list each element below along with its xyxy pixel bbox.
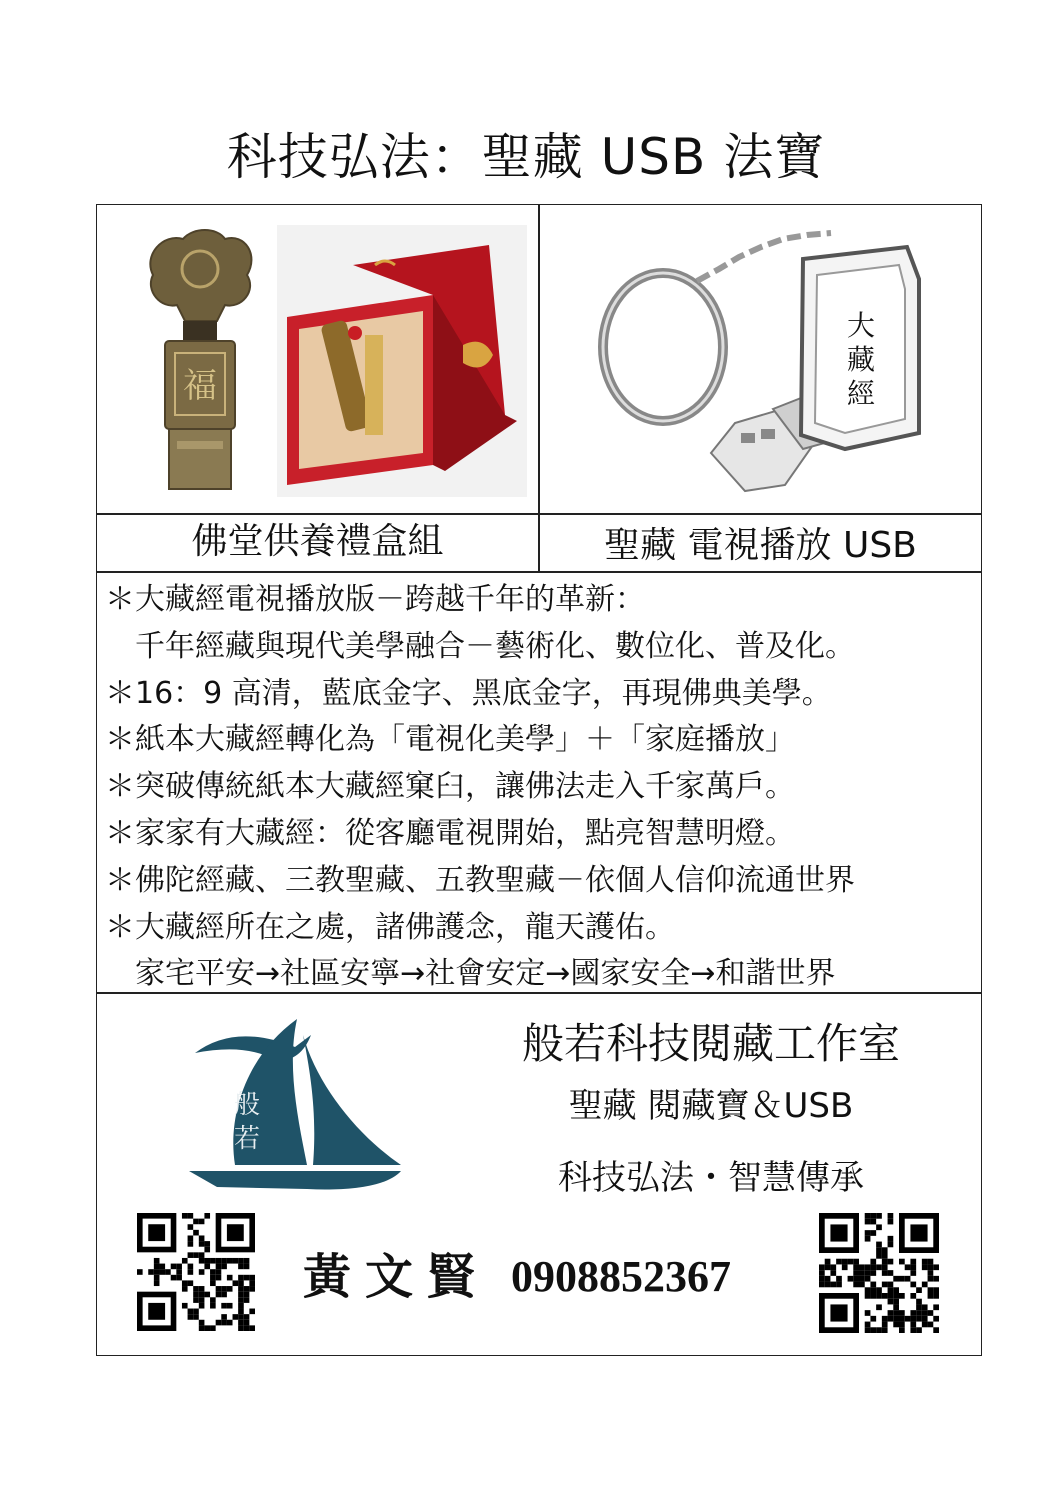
swivel-usb-icon xyxy=(711,247,919,491)
gift-box-product-image xyxy=(133,225,529,497)
feature-line: 千年經藏與現代美學融合－藝術化、數位化、普及化。 xyxy=(105,628,855,664)
feature-line: ＊家家有大藏經：從客廳電視開始，點亮智慧明燈。 xyxy=(105,815,795,851)
qr-code-left[interactable] xyxy=(137,1213,255,1331)
fu-character: 福 xyxy=(183,366,217,406)
feature-line: ＊16：9 高清，藍底金字、黑底金字，再現佛典美學。 xyxy=(105,675,832,711)
page-title: 科技弘法：聖藏 USB 法寶 xyxy=(226,128,826,186)
studio-name: 般若科技閱藏工作室 xyxy=(521,1019,900,1068)
silver-usb-product-image xyxy=(545,219,975,503)
usb-label-char-2: 藏 xyxy=(846,343,876,376)
slogan: 科技弘法・智慧傳承 xyxy=(558,1158,864,1198)
contact-phone[interactable]: 0908852367 xyxy=(511,1252,731,1301)
red-gift-box-icon xyxy=(277,225,527,497)
feature-line: ＊佛陀經藏、三教聖藏、五教聖藏－依個人信仰流通世界 xyxy=(105,862,855,898)
feature-line: ＊紙本大藏經轉化為「電視化美學」＋「家庭播放」 xyxy=(105,722,795,758)
bronze-usb-icon xyxy=(150,230,251,489)
feature-line: ＊大藏經電視播放版－跨越千年的革新： xyxy=(105,582,645,617)
flyer-table xyxy=(96,204,982,1356)
feature-line: 家宅平安→社區安寧→社會安定→國家安全→和諧世界 xyxy=(105,956,836,992)
hull-icon xyxy=(189,1171,401,1189)
product-line: 聖藏 閱藏寶＆USB xyxy=(568,1086,854,1126)
qr-code-right[interactable] xyxy=(819,1213,939,1333)
usb-label-char-1: 大 xyxy=(846,309,876,342)
logo-char-2: 若 xyxy=(233,1124,261,1154)
logo-char-1: 般 xyxy=(233,1090,261,1120)
usb-label-char-3: 經 xyxy=(846,377,876,410)
keyring-icon xyxy=(603,233,831,421)
contact-name: 黃文賢 xyxy=(303,1249,490,1305)
feature-line: ＊大藏經所在之處，諸佛護念，龍天護佑。 xyxy=(105,909,675,945)
gift-box-caption: 佛堂供養禮盒組 xyxy=(191,521,444,562)
feature-list xyxy=(105,577,975,998)
tv-usb-caption: 聖藏 電視播放 USB xyxy=(604,525,917,566)
sailboat-logo xyxy=(187,1015,407,1191)
feature-line: ＊突破傳統紙本大藏經窠臼，讓佛法走入千家萬戶。 xyxy=(105,769,795,805)
